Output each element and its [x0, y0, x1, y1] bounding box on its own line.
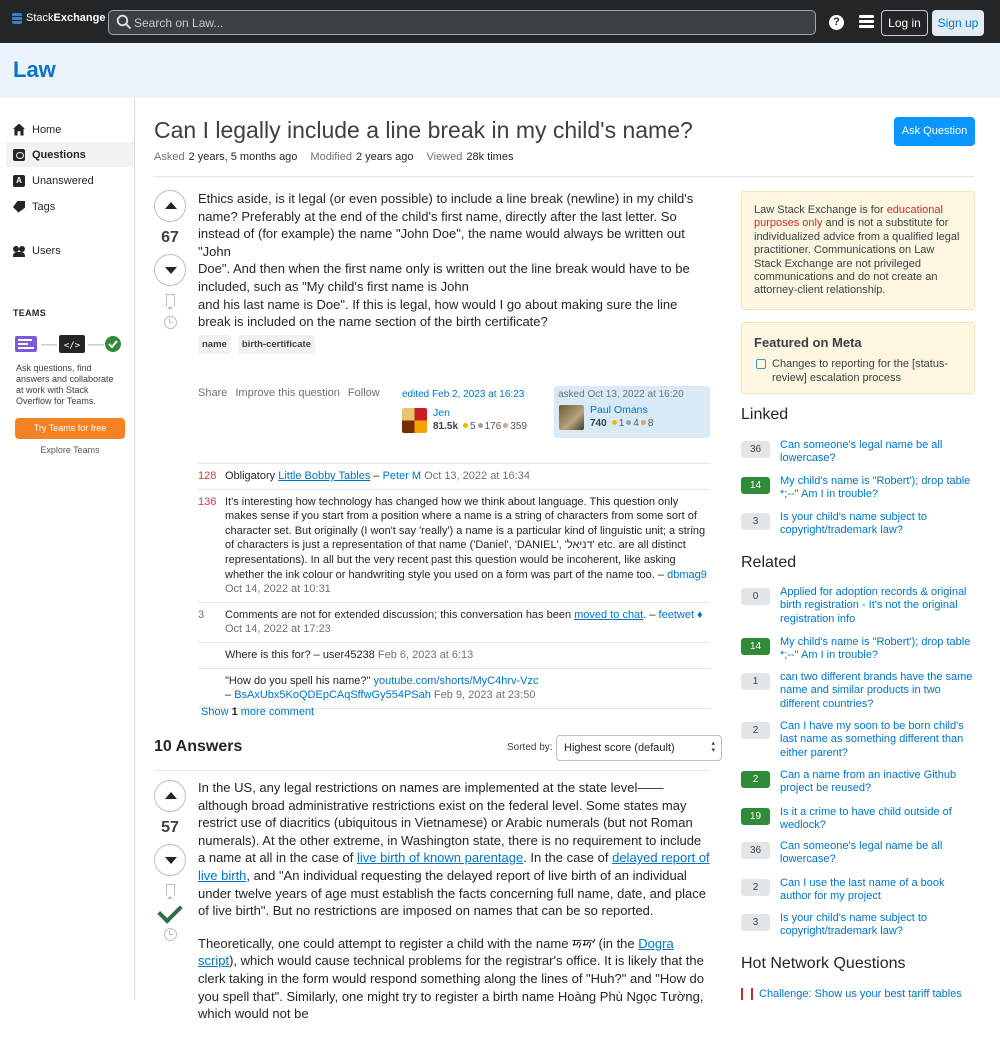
sidebar-question-link[interactable]: Is your child's name subject to copyright/trademark law?	[780, 511, 928, 537]
asked-by-card	[554, 386, 710, 438]
try-teams-button[interactable]: Try Teams for free	[15, 418, 125, 439]
sidebar-question-link[interactable]: Is your child's name subject to copyright/trademark law?	[780, 912, 928, 938]
site-logo[interactable]: Law	[13, 57, 56, 82]
question-body: Ethics aside, is it legal (or even possible) to include a line break (newline) in my child's name? Preferably at the end of the child's first name, directly after the last letter. So instead of (for example) the name "John Doe", the name would always be written out "John Doe". And then when the first name only is written out the line break would have to be included, such as "My child's first name is John and his last name is Doe". If this is legal, how would I go about making sure the line break is included on the name section of the birth certificate?	[198, 191, 694, 330]
divider	[154, 770, 710, 771]
question-title[interactable]: Can I legally include a line break in my child's name?	[154, 117, 693, 143]
edited-by-card	[401, 386, 549, 438]
ask-question-button[interactable]: Ask Question	[894, 117, 975, 146]
comment-user[interactable]: dbmag9	[667, 568, 707, 581]
question-score-badge: 19	[741, 808, 770, 825]
downvote-button[interactable]	[154, 254, 186, 286]
question-score-badge: 2	[741, 722, 770, 739]
question-score: 67	[161, 229, 179, 246]
sidebar-question-item[interactable]	[741, 636, 975, 663]
sorted-by-label: Sorted by:	[507, 742, 553, 753]
site-switcher-icon[interactable]	[859, 15, 874, 29]
divider	[154, 176, 975, 177]
comment: 136 It's interesting how technology has changed how we think about language. This question only makes sense if you start from a position where a name is a string of characters from some sort of character set. But originally (I won't say 'really') a name is a particular kind of linguistic unit; a string of characters is just a representation of that name ('Daniel', 'DANIEL', 'דניאל' etc. are all distinct representations). In all but the very recent past this question would be incoherent, like asking whether the ink colour or handwriting style you used on a form was part of the name too. – dbmag9 Oct 14, 2022 at 10:31	[198, 490, 710, 603]
featured-on-meta	[741, 322, 975, 394]
editor-reputation: 81.5k 5 176 359	[433, 421, 527, 432]
sidebar-question-item[interactable]	[741, 439, 975, 466]
question-score-badge: 36	[741, 842, 770, 859]
sidebar-question-item[interactable]	[741, 511, 975, 538]
related-heading: Related	[741, 554, 797, 571]
site-notice: Law Stack Exchange is for educational purposes only and is not a substitute for individualized advice from a qualified legal practitioner. Communications on Law Stack Exchange are not privileged communications and do not create an attorney-client relationship.	[741, 191, 975, 310]
sidebar-question-link[interactable]: Can someone's legal name be all lowercase?	[780, 840, 943, 866]
unanswered-icon: A	[13, 175, 25, 187]
comment-score: 136	[198, 495, 217, 508]
sidebar-question-link[interactable]: Can I have my soon to be born child's last name as something different than either parent?	[780, 720, 964, 759]
comment: "How do you spell his name?" youtube.com/shorts/MyC4hrv-Vzc – BsAxUbx5KoQDEpCAqSffwGy554PSah Feb 9, 2023 at 23:50	[198, 669, 710, 709]
asker-name[interactable]: Paul Omans	[590, 404, 648, 416]
sidebar-question-item[interactable]	[741, 586, 975, 626]
sidebar-question-link[interactable]: Can someone's legal name be all lowercase?	[780, 439, 943, 465]
linked-heading: Linked	[741, 406, 789, 423]
answer-score: 57	[161, 819, 179, 836]
question-score-badge: 3	[741, 914, 770, 931]
comment-link[interactable]: youtube.com/shorts/MyC4hrv-Vzc	[373, 674, 539, 687]
search-icon	[116, 14, 132, 30]
nav-tags[interactable]: Tags	[6, 194, 134, 219]
site-header	[0, 43, 1000, 98]
question-meta: Asked 2 years, 5 months ago Modified 2 years ago Viewed 28k times	[154, 151, 514, 163]
follow-link[interactable]: Follow	[347, 387, 380, 399]
help-icon[interactable]: ?	[829, 15, 844, 30]
stackexchange-icon	[12, 13, 22, 24]
gold-badge-icon	[612, 420, 617, 425]
meta-post-icon	[756, 359, 766, 369]
improve-question-link[interactable]: Improve this question	[235, 387, 340, 399]
featured-item[interactable]: Changes to reporting for the [status-review] escalation process	[754, 357, 964, 385]
comment-user[interactable]: BsAxUbx5KoQDEpCAqSffwGy554PSah	[234, 689, 431, 702]
sidebar-question-link[interactable]: can two different brands have the same name and similar products in two different countries?	[780, 671, 973, 710]
accepted-check-icon	[157, 898, 182, 923]
nav-home[interactable]: Home	[6, 117, 134, 142]
comment-link[interactable]: Little Bobby Tables	[278, 470, 371, 482]
share-link[interactable]: Share	[198, 387, 228, 399]
answer-link[interactable]: delayed report of live birth	[198, 850, 710, 883]
downvote-button[interactable]	[154, 844, 186, 876]
bookmark-icon[interactable]	[166, 884, 175, 896]
nav-users[interactable]: Users	[6, 238, 134, 263]
upvote-button[interactable]	[154, 780, 186, 812]
answers-count: 10 Answers	[154, 738, 243, 755]
sidebar-question-link[interactable]: My child's name is "Robert'); drop table *;--" Am I in trouble?	[780, 475, 971, 501]
avatar[interactable]	[559, 405, 584, 430]
sidebar-question-link[interactable]: Can a name from an inactive Github project be reused?	[780, 769, 957, 795]
top-bar	[0, 0, 1000, 43]
bronze-badge-icon	[503, 423, 508, 428]
silver-badge-icon	[626, 420, 631, 425]
nav-questions[interactable]: Questions	[6, 142, 134, 167]
question-score-badge: 14	[741, 638, 770, 655]
teams-description: Ask questions, find answers and collaborate at work with Stack Overflow for Teams.	[16, 363, 114, 406]
question-score-badge: 36	[741, 441, 770, 458]
search-input[interactable]	[134, 11, 794, 34]
sidebar-question-item[interactable]	[741, 475, 975, 502]
silver-badge-icon	[478, 423, 483, 428]
tag-birth-certificate[interactable]: birth-certificate	[238, 335, 315, 354]
asker-reputation: 740 1 4 8	[590, 418, 654, 429]
asked-timestamp: asked Oct 13, 2022 at 16:20	[558, 389, 684, 400]
comment: Where is this for? – user45238 Feb 6, 2023 at 6:13	[198, 643, 710, 669]
comment: 128 Obligatory Little Bobby Tables – Peter M Oct 13, 2022 at 16:34	[198, 464, 710, 490]
sidebar-question-item[interactable]	[741, 671, 975, 711]
sidebar-question-item[interactable]	[741, 840, 975, 867]
teams-heading: TEAMS	[13, 308, 46, 318]
question-vote-cell	[154, 190, 186, 329]
tag-name[interactable]: name	[198, 335, 231, 354]
question-score-badge: 2	[741, 879, 770, 896]
comment-list	[198, 463, 710, 709]
comment-score	[198, 648, 225, 663]
stackexchange-logo[interactable]: StackExchange	[12, 12, 105, 24]
hot-network-item[interactable]: Challenge: Show us your best tariff tables	[741, 988, 962, 1000]
educational-purposes-link[interactable]: educational purposes only	[754, 204, 943, 230]
edited-timestamp[interactable]: edited Feb 2, 2023 at 16:23	[402, 389, 525, 400]
login-button[interactable]: Log in	[881, 10, 928, 36]
question-tags	[198, 335, 315, 354]
questions-icon	[13, 149, 25, 161]
answer-link[interactable]: Dogra script	[198, 935, 674, 969]
home-icon	[13, 124, 25, 136]
question-score-badge: 1	[741, 673, 770, 690]
sidebar-question-item[interactable]	[741, 877, 975, 904]
avatar[interactable]	[402, 408, 427, 433]
bronze-badge-icon	[641, 420, 646, 425]
history-icon[interactable]	[164, 928, 177, 941]
site-icon	[741, 988, 753, 1000]
editor-name[interactable]: Jen	[433, 407, 450, 419]
sidebar-question-link[interactable]: Can I use the last name of a book author for my project	[780, 877, 945, 903]
question-score-badge: 2	[741, 771, 770, 788]
upvote-button[interactable]	[154, 190, 186, 222]
question-score-badge: 14	[741, 477, 770, 494]
sidebar-question-item[interactable]	[741, 806, 975, 833]
comment: 3 Comments are not for extended discussion; this conversation has been moved to chat. – feetwet ♦ Oct 14, 2022 at 17:23	[198, 603, 710, 643]
hot-network-heading: Hot Network Questions	[741, 955, 906, 972]
post-menu	[198, 387, 380, 399]
explore-teams-link[interactable]: Explore Teams	[40, 445, 100, 455]
question-score-badge: 0	[741, 588, 770, 605]
sidebar-question-item[interactable]	[741, 769, 975, 796]
moved-to-chat-link[interactable]: moved to chat	[574, 608, 644, 621]
search-box[interactable]	[108, 10, 816, 35]
answer-vote-cell	[154, 780, 186, 941]
tag-icon	[13, 201, 25, 213]
bookmark-icon[interactable]	[166, 294, 175, 306]
left-sidebar	[0, 98, 135, 1000]
comment-score: 3	[198, 608, 205, 621]
sort-select[interactable]: Highest score (default) ▴ ▾	[556, 735, 722, 761]
answer-link[interactable]: live birth of known parentage	[356, 850, 524, 866]
history-icon[interactable]	[164, 316, 177, 329]
featured-title: Featured on Meta	[754, 335, 862, 350]
sidebar-question-item[interactable]	[741, 720, 975, 760]
comment-user[interactable]: feetwet ♦	[658, 608, 703, 621]
teams-illustration-icon	[15, 334, 125, 356]
comment-score	[198, 674, 225, 703]
sidebar-question-link[interactable]: My child's name is "Robert'); drop table *;--" Am I in trouble?	[780, 636, 971, 662]
comment-user[interactable]: Peter M	[382, 470, 422, 482]
sidebar-question-link[interactable]: Is it a crime to have child outside of wedlock?	[780, 806, 952, 832]
signup-button[interactable]: Sign up	[932, 10, 984, 36]
users-icon	[13, 245, 25, 257]
answer-body: In the US, any legal restrictions on names are implemented at the state level——although broad administrative restrictions exist on the federal level. Some states may restrict use of diacritics (ubiquitous in Vietnamese) or Arabic numerals (but not Roman numerals). At the other extreme, in Washington state, there is no requirement to include a name at all in the case of live birth of known parentage. In the case of delayed report of live birth, and "An individual requesting the delayed report of live birth of an individual under twelve years of age must establish the facts concerning full name, date, and place of live birth". But no restrictions are imposed on names that can be so reported. Theoretically, one could attempt to register a child with the name 𑠀𑠁 (in the Dogra script), which would cause technical problems for the registrar's office. It is likely that the clerk taking in the form would respond something along the lines of "Huh?" and "How do you spell that". Similarly, one might try to register a birth name Hoàng Phù Ngọc Tường, which would not be	[198, 780, 710, 1022]
sidebar-question-link[interactable]: Applied for adoption records & original birth registration - It's not the original registration info	[780, 586, 967, 625]
nav-unanswered[interactable]: A Unanswered	[6, 168, 134, 193]
show-more-comments-link[interactable]: Show 1 more comment	[201, 706, 315, 718]
question-score-badge: 3	[741, 513, 770, 530]
svg-text:</>: </>	[63, 341, 81, 351]
gold-badge-icon	[463, 423, 468, 428]
comment-score: 128	[198, 470, 217, 482]
sidebar-question-item[interactable]	[741, 912, 975, 939]
